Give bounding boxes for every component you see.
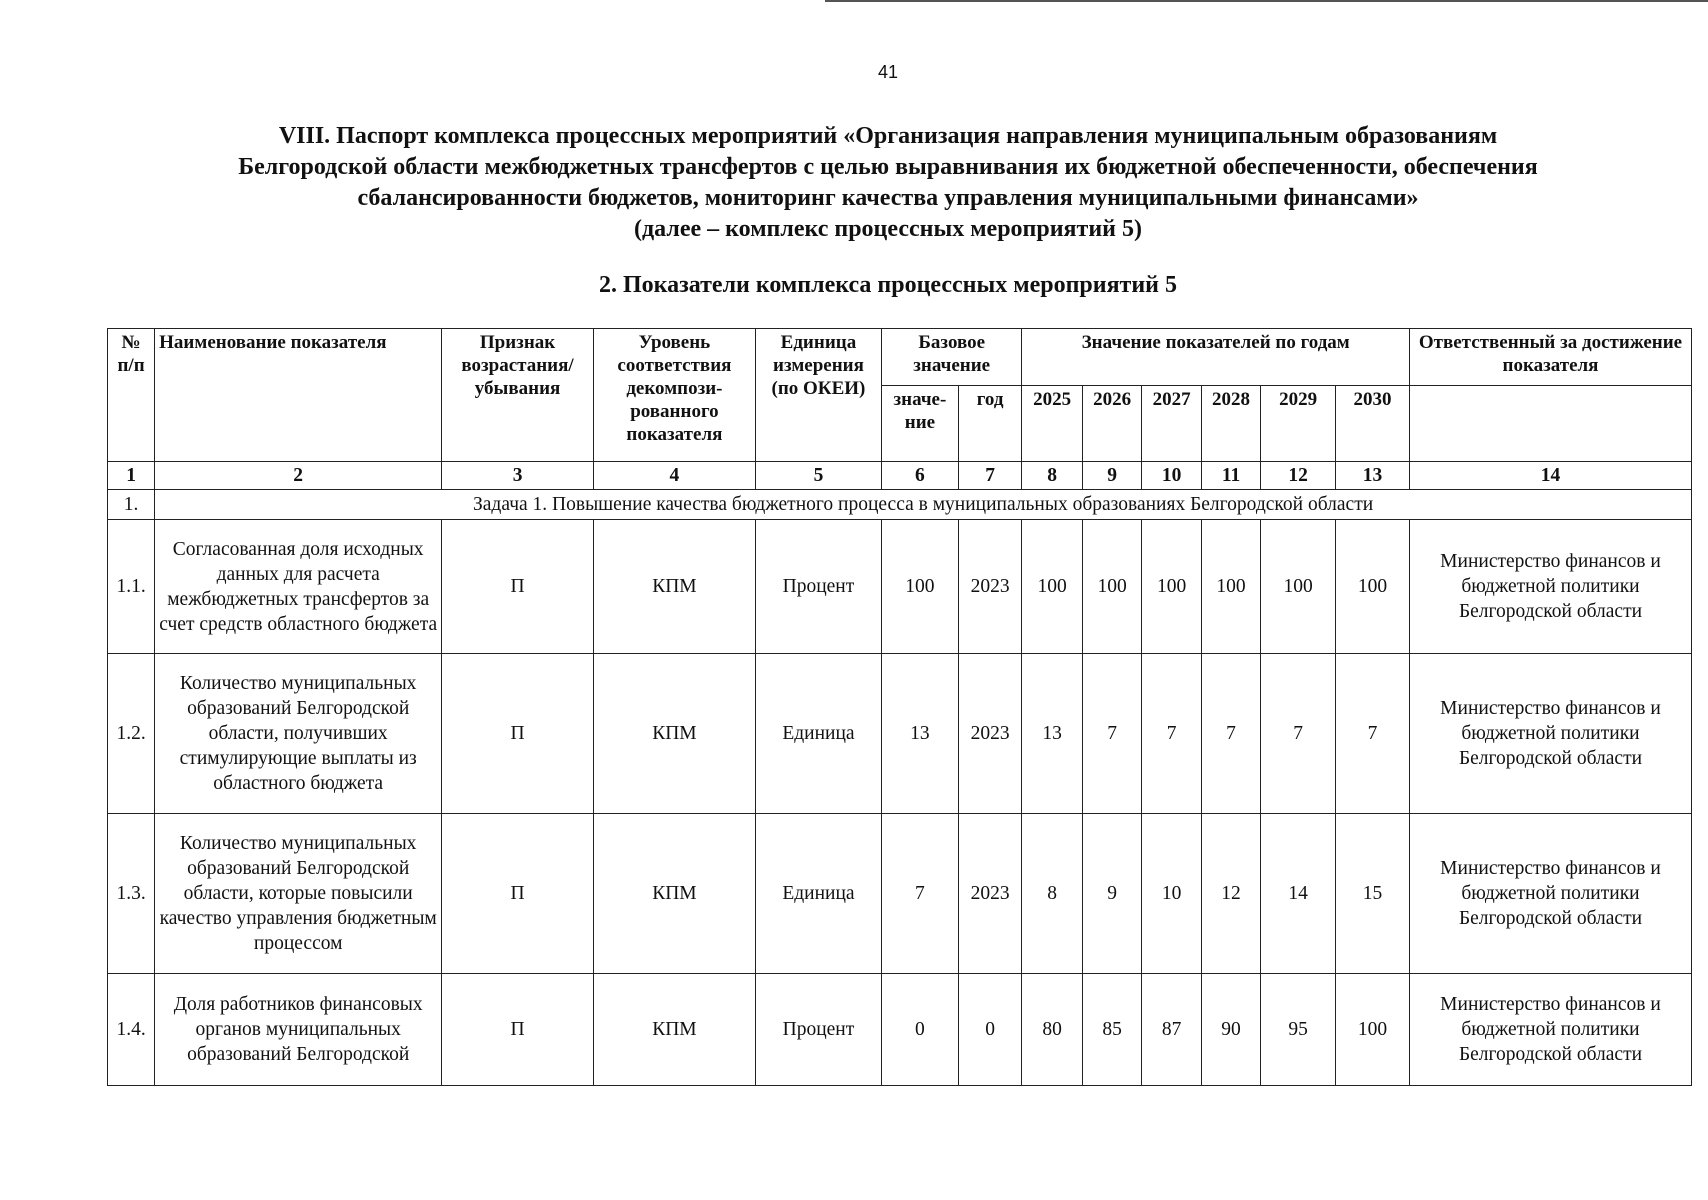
column-number: 12 bbox=[1261, 462, 1336, 490]
header-years-group: Значение показателей по годам bbox=[1022, 329, 1410, 386]
year-value: 13 bbox=[1022, 654, 1082, 814]
column-number: 9 bbox=[1082, 462, 1141, 490]
base-year: 2023 bbox=[958, 654, 1022, 814]
year-value: 87 bbox=[1142, 974, 1201, 1086]
responsible: Министерство финансов и бюджетной политики Белгородской области bbox=[1409, 974, 1691, 1086]
year-value: 8 bbox=[1022, 814, 1082, 974]
responsible: Министерство финансов и бюджетной политики Белгородской области bbox=[1409, 520, 1691, 654]
year-value: 7 bbox=[1336, 654, 1410, 814]
year-value: 7 bbox=[1201, 654, 1260, 814]
column-number: 2 bbox=[155, 462, 442, 490]
year-value: 85 bbox=[1082, 974, 1141, 1086]
indicator-unit: Процент bbox=[755, 520, 881, 654]
indicator-level: КПМ bbox=[593, 654, 755, 814]
base-year: 2023 bbox=[958, 814, 1022, 974]
top-rule bbox=[825, 0, 1708, 2]
header-year: 2029 bbox=[1261, 386, 1336, 462]
section-subtitle: 2. Показатели комплекса процессных мероприятий 5 bbox=[598, 272, 1177, 298]
header-year: 2025 bbox=[1022, 386, 1082, 462]
base-year: 2023 bbox=[958, 520, 1022, 654]
row-num: 1.2. bbox=[108, 654, 155, 814]
year-value: 100 bbox=[1336, 974, 1410, 1086]
task-num: 1. bbox=[108, 490, 155, 520]
year-value: 100 bbox=[1201, 520, 1260, 654]
column-number: 10 bbox=[1142, 462, 1201, 490]
title-line: сбалансированности бюджетов, мониторинг качества управления муниципальными финансами» bbox=[357, 185, 1419, 211]
year-value: 7 bbox=[1261, 654, 1336, 814]
year-value: 12 bbox=[1201, 814, 1260, 974]
indicator-sign: П bbox=[442, 814, 594, 974]
year-value: 15 bbox=[1336, 814, 1410, 974]
year-value: 100 bbox=[1142, 520, 1201, 654]
indicator-name: Количество муниципальных образований Белгородской области, получивших стимулирующие выплаты из областного бюджета bbox=[155, 654, 442, 814]
header-year: 2027 bbox=[1142, 386, 1201, 462]
year-value: 100 bbox=[1261, 520, 1336, 654]
year-value: 9 bbox=[1082, 814, 1141, 974]
year-value: 95 bbox=[1261, 974, 1336, 1086]
task-text: Задача 1. Повышение качества бюджетного процесса в муниципальных образованиях Белгородской области bbox=[155, 490, 1692, 520]
base-value: 7 bbox=[881, 814, 958, 974]
indicator-sign: П bbox=[442, 654, 594, 814]
year-value: 100 bbox=[1082, 520, 1141, 654]
year-value: 100 bbox=[1336, 520, 1410, 654]
header-base: Базовое значение bbox=[881, 329, 1021, 386]
indicator-name: Согласованная доля исходных данных для расчета межбюджетных трансфертов за счет средств областного бюджета bbox=[155, 520, 442, 654]
page-number: 41 bbox=[877, 62, 899, 82]
row-num: 1.4. bbox=[108, 974, 155, 1086]
indicator-level: КПМ bbox=[593, 520, 755, 654]
title-line: (далее – комплекс процессных мероприятий 5) bbox=[634, 216, 1142, 242]
year-value: 100 bbox=[1022, 520, 1082, 654]
task-row bbox=[108, 490, 1692, 520]
column-number: 14 bbox=[1409, 462, 1691, 490]
table-row bbox=[108, 814, 1692, 974]
indicator-sign: П bbox=[442, 974, 594, 1086]
header-responsible: Ответственный за достижение показателя bbox=[1409, 329, 1691, 386]
column-number: 1 bbox=[108, 462, 155, 490]
base-value: 0 bbox=[881, 974, 958, 1086]
row-num: 1.1. bbox=[108, 520, 155, 654]
table-row bbox=[108, 654, 1692, 814]
year-value: 90 bbox=[1201, 974, 1260, 1086]
document-title bbox=[100, 121, 1676, 245]
indicator-name: Количество муниципальных образований Белгородской области, которые повысили качество управления бюджетным процессом bbox=[155, 814, 442, 974]
header-year: 2028 bbox=[1201, 386, 1260, 462]
indicator-name: Доля работников финансовых органов муниципальных образований Белгородской bbox=[155, 974, 442, 1086]
row-num: 1.3. bbox=[108, 814, 155, 974]
indicators-table bbox=[107, 328, 1692, 1086]
column-number: 11 bbox=[1201, 462, 1260, 490]
responsible: Министерство финансов и бюджетной политики Белгородской области bbox=[1409, 654, 1691, 814]
indicator-unit: Единица bbox=[755, 814, 881, 974]
header-num: № п/п bbox=[108, 329, 155, 462]
table-row bbox=[108, 520, 1692, 654]
year-value: 7 bbox=[1142, 654, 1201, 814]
header-level: Уровень соответствия декомпози-рованного показателя bbox=[593, 329, 755, 462]
title-line: VIII. Паспорт комплекса процессных мероприятий «Организация направления муниципальным образованиям bbox=[278, 123, 1498, 149]
base-year: 0 bbox=[958, 974, 1022, 1086]
indicator-unit: Процент bbox=[755, 974, 881, 1086]
header-year: 2030 bbox=[1336, 386, 1410, 462]
title-line: Белгородской области межбюджетных трансфертов с целью выравнивания их бюджетной обеспеченности, обеспечения bbox=[238, 154, 1538, 180]
table-row bbox=[108, 974, 1692, 1086]
year-value: 80 bbox=[1022, 974, 1082, 1086]
base-value: 13 bbox=[881, 654, 958, 814]
header-base-value: значе-ние bbox=[881, 386, 958, 462]
header-name: Наименование показателя bbox=[155, 329, 442, 462]
header-base-year: год bbox=[958, 386, 1022, 462]
indicator-sign: П bbox=[442, 520, 594, 654]
header-responsible-blank bbox=[1409, 386, 1691, 462]
year-value: 10 bbox=[1142, 814, 1201, 974]
column-number: 7 bbox=[958, 462, 1022, 490]
responsible: Министерство финансов и бюджетной политики Белгородской области bbox=[1409, 814, 1691, 974]
indicator-level: КПМ bbox=[593, 814, 755, 974]
header-year: 2026 bbox=[1082, 386, 1141, 462]
column-number: 13 bbox=[1336, 462, 1410, 490]
year-value: 14 bbox=[1261, 814, 1336, 974]
column-number: 4 bbox=[593, 462, 755, 490]
header-unit: Единица измерения (по ОКЕИ) bbox=[755, 329, 881, 462]
column-number: 3 bbox=[442, 462, 594, 490]
header-sign: Признак возрастания/ убывания bbox=[442, 329, 594, 462]
indicator-unit: Единица bbox=[755, 654, 881, 814]
column-number: 8 bbox=[1022, 462, 1082, 490]
column-number: 5 bbox=[755, 462, 881, 490]
indicator-level: КПМ bbox=[593, 974, 755, 1086]
column-number: 6 bbox=[881, 462, 958, 490]
year-value: 7 bbox=[1082, 654, 1141, 814]
base-value: 100 bbox=[881, 520, 958, 654]
